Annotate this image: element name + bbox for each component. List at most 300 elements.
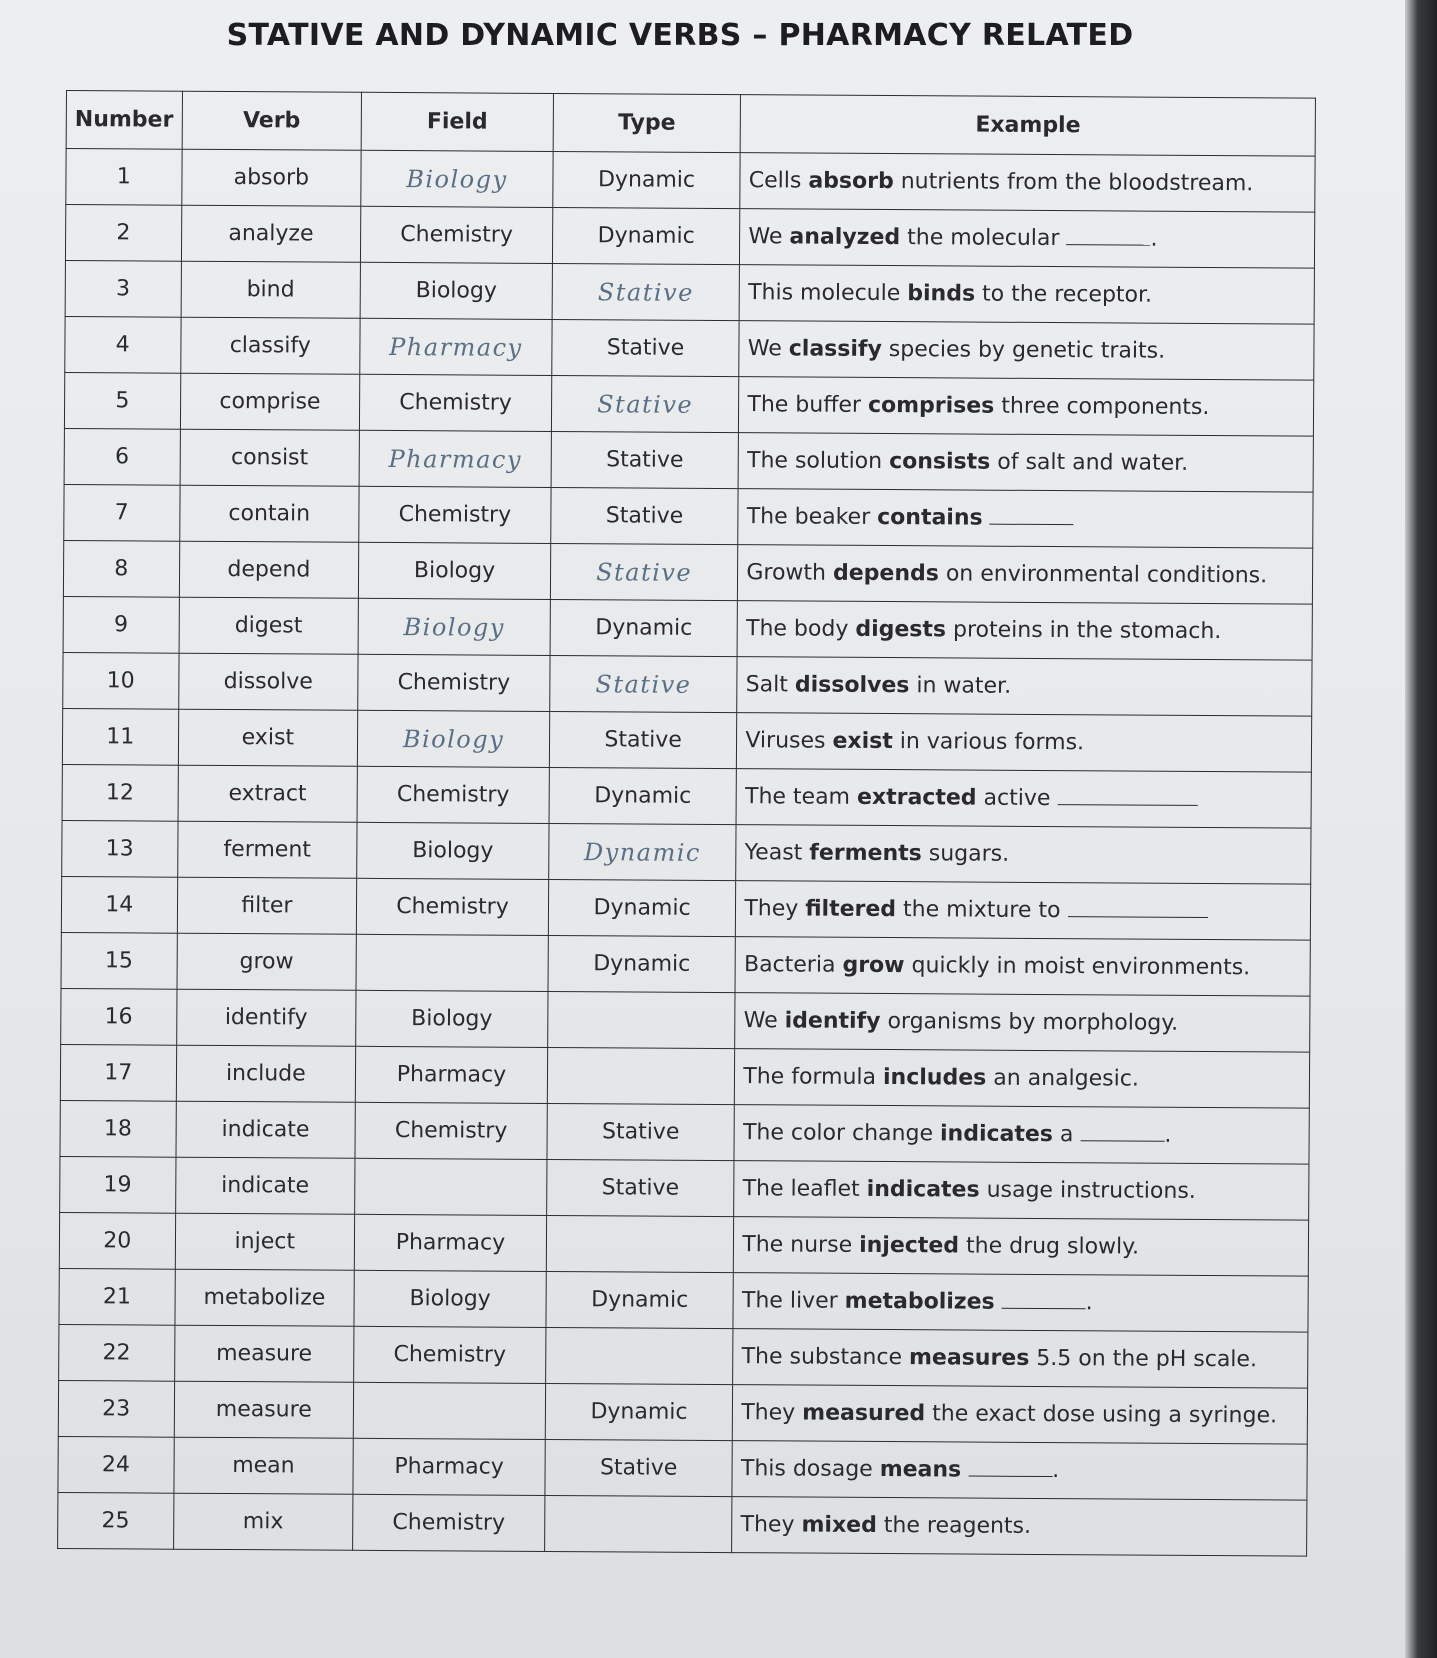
- verb-cell-text: contain: [228, 501, 311, 527]
- type-cell: [552, 263, 740, 320]
- example-verb: identify: [784, 1007, 881, 1034]
- type-cell: [548, 879, 736, 936]
- verb-cell: [178, 709, 358, 766]
- verb-cell: [178, 653, 358, 710]
- type-cell: [546, 1271, 734, 1328]
- example-text: The color change: [742, 1119, 941, 1146]
- example-text: The nurse: [742, 1231, 860, 1258]
- field-cell-text: Chemistry: [393, 1342, 507, 1368]
- example-cell: [738, 489, 1313, 549]
- row-number: [63, 540, 179, 597]
- verb-cell-text: absorb: [233, 165, 310, 191]
- example-verb: dissolves: [794, 671, 910, 698]
- example-text: nutrients from the bloodstream.: [893, 168, 1254, 196]
- field-cell-text: Chemistry: [399, 390, 512, 416]
- verb-cell: [173, 1437, 353, 1494]
- example-text: We: [743, 1007, 785, 1033]
- table-row: [59, 1268, 1308, 1332]
- example-verb: indicates: [866, 1176, 980, 1203]
- verb-cell: [173, 1493, 353, 1550]
- type-cell: [547, 1047, 735, 1104]
- example-text: The beaker: [746, 503, 878, 530]
- field-cell: [355, 1046, 547, 1103]
- type-cell-text: Stative: [597, 389, 694, 419]
- field-cell-text: Chemistry: [396, 894, 509, 920]
- header-field: Field: [361, 92, 553, 151]
- row-number-text: 6: [114, 444, 130, 470]
- type-cell: [551, 375, 739, 432]
- example-text: We: [747, 335, 789, 361]
- verb-cell: [179, 597, 359, 654]
- example-cell: [736, 825, 1311, 885]
- row-number-text: 20: [103, 1228, 132, 1254]
- field-cell-text: Chemistry: [398, 502, 512, 528]
- example-text: the drug slowly.: [958, 1232, 1140, 1260]
- type-cell-text: Dynamic: [594, 783, 692, 809]
- fill-in-blank: [1067, 898, 1207, 918]
- type-cell-text: Stative: [601, 1175, 680, 1201]
- type-cell: [544, 1495, 732, 1552]
- field-cell: [353, 1494, 545, 1551]
- field-cell-text: Chemistry: [397, 670, 511, 696]
- example-cell: [736, 769, 1311, 829]
- example-text: the exact dose using a syringe.: [925, 1400, 1278, 1428]
- type-cell: [546, 1215, 734, 1272]
- verb-cell: [176, 989, 356, 1046]
- example-text: The body: [745, 615, 856, 642]
- verb-cell: [174, 1325, 354, 1382]
- field-cell-text: Biology: [413, 558, 496, 584]
- field-cell: [354, 1214, 546, 1271]
- verb-cell: [177, 821, 357, 878]
- verb-cell: [178, 765, 358, 822]
- verb-cell-text: mix: [242, 1509, 284, 1535]
- table-row: [65, 260, 1314, 324]
- example-verb: ferments: [809, 840, 922, 866]
- example-cell: [734, 1161, 1309, 1221]
- row-number-text: 23: [102, 1396, 131, 1422]
- row-number: [65, 205, 181, 262]
- example-verb: means: [879, 1456, 962, 1482]
- row-number-text: 18: [103, 1116, 132, 1142]
- type-cell-text: Dynamic: [597, 223, 695, 249]
- row-number-text: 21: [102, 1284, 131, 1310]
- example-cell: [736, 881, 1311, 941]
- verb-cell-text: include: [225, 1060, 306, 1087]
- example-verb: indicates: [939, 1120, 1054, 1147]
- field-cell-text: Biology: [403, 612, 505, 642]
- example-text: Yeast: [744, 839, 810, 866]
- field-cell-text: Pharmacy: [396, 1062, 507, 1088]
- field-cell-text: Biology: [412, 838, 494, 864]
- field-cell: [354, 1326, 546, 1383]
- verb-cell: [176, 1045, 356, 1102]
- type-cell-text: Stative: [599, 1455, 678, 1481]
- verb-cell-text: exist: [241, 725, 295, 751]
- example-cell: [734, 1105, 1309, 1165]
- field-cell-text: Pharmacy: [395, 1230, 506, 1256]
- example-cell: [732, 1497, 1307, 1557]
- row-number-text: 17: [104, 1060, 133, 1086]
- example-cell: [739, 321, 1314, 381]
- row-number: [64, 372, 180, 429]
- table-row: [63, 652, 1312, 716]
- type-cell: [551, 431, 739, 488]
- field-cell-text: Biology: [409, 1286, 491, 1312]
- example-text: 5.5 on the pH scale.: [1029, 1345, 1258, 1372]
- verb-cell: [180, 317, 360, 374]
- example-verb: measured: [802, 1400, 926, 1426]
- row-number: [66, 149, 182, 206]
- row-number: [59, 1212, 175, 1269]
- type-cell-text: Dynamic: [591, 1287, 689, 1313]
- type-cell-text: Dynamic: [583, 837, 701, 867]
- row-number: [59, 1324, 175, 1381]
- header-row: [66, 91, 1315, 157]
- example-verb: consists: [889, 448, 991, 475]
- verbs-table: [57, 90, 1316, 1557]
- table-row: [63, 540, 1312, 604]
- verb-cell: [180, 373, 360, 430]
- example-text: The substance: [741, 1343, 910, 1370]
- row-number: [60, 1156, 176, 1213]
- example-verb: filtered: [805, 896, 897, 922]
- example-cell: [737, 657, 1312, 717]
- row-number: [61, 932, 177, 989]
- example-text: [961, 1457, 968, 1482]
- example-text: on environmental conditions.: [938, 560, 1268, 588]
- example-text: in various forms.: [892, 728, 1085, 755]
- example-cell: [733, 1273, 1308, 1333]
- table-row: [65, 205, 1314, 269]
- example-text: Salt: [745, 671, 795, 697]
- example-cell: [737, 601, 1312, 661]
- type-cell-text: Stative: [596, 557, 693, 587]
- row-number: [62, 708, 178, 765]
- type-cell-text: Stative: [597, 277, 694, 307]
- type-cell: [550, 599, 738, 656]
- row-number-text: 16: [104, 1004, 133, 1030]
- table-row: [61, 932, 1310, 996]
- field-cell: [353, 1438, 545, 1495]
- example-text: Viruses: [745, 727, 833, 754]
- header-type: Type: [553, 93, 741, 152]
- example-text: sugars.: [921, 840, 1010, 867]
- field-cell: [355, 1102, 547, 1159]
- type-cell-text: Stative: [605, 503, 684, 529]
- type-cell: [549, 767, 737, 824]
- row-number: [61, 876, 177, 933]
- type-cell: [547, 991, 735, 1048]
- field-cell: [359, 430, 551, 487]
- table-body: [58, 149, 1316, 1557]
- verb-cell: [177, 877, 357, 934]
- fill-in-blank: [968, 1457, 1052, 1477]
- verb-cell-text: digest: [234, 613, 303, 639]
- verb-cell-text: inject: [234, 1229, 296, 1255]
- verb-cell-text: classify: [229, 333, 311, 359]
- type-cell-text: Stative: [595, 669, 692, 699]
- verb-cell-text: depend: [227, 556, 311, 583]
- example-verb: extracted: [856, 784, 977, 811]
- background-edge: [1405, 0, 1437, 1658]
- row-number: [64, 428, 180, 485]
- example-text: species by genetic traits.: [881, 336, 1166, 364]
- table-row: [64, 428, 1313, 492]
- verb-cell: [175, 1157, 355, 1214]
- example-text: quickly in moist environments.: [904, 952, 1251, 980]
- row-number-text: 7: [114, 500, 129, 526]
- row-number: [65, 260, 181, 317]
- example-end: .: [1164, 1122, 1172, 1148]
- row-number-text: 3: [115, 276, 131, 302]
- type-cell: [550, 655, 738, 712]
- row-number-text: 10: [106, 668, 135, 694]
- example-text: of salt and water.: [990, 449, 1189, 476]
- example-cell: [737, 713, 1312, 773]
- example-text: We: [748, 223, 790, 249]
- verb-cell-text: consist: [230, 445, 309, 471]
- verb-cell-text: dissolve: [223, 668, 313, 695]
- table-row: [60, 1156, 1309, 1220]
- type-cell: [550, 543, 738, 600]
- table-row: [63, 596, 1312, 660]
- field-cell-text: Pharmacy: [388, 444, 523, 474]
- type-cell-text: Stative: [606, 447, 684, 473]
- table-row: [62, 820, 1311, 884]
- table-row: [58, 1436, 1307, 1500]
- row-number-text: 12: [105, 780, 135, 806]
- example-end: .: [1052, 1457, 1060, 1483]
- example-text: They: [744, 895, 806, 922]
- example-text: [995, 1289, 1002, 1314]
- row-number: [58, 1492, 174, 1549]
- header-verb: Verb: [182, 91, 362, 150]
- example-verb: digests: [855, 616, 947, 642]
- field-cell: [361, 150, 553, 207]
- table-row: [65, 316, 1314, 380]
- field-cell-text: Biology: [411, 1006, 493, 1032]
- field-cell-text: Biology: [415, 278, 497, 304]
- field-cell-text: Pharmacy: [394, 1454, 504, 1480]
- field-cell: [361, 206, 553, 263]
- example-text: The team: [744, 783, 858, 810]
- example-text: This dosage: [740, 1455, 880, 1482]
- verb-cell: [179, 485, 359, 542]
- row-number: [63, 652, 179, 709]
- example-text: The leaflet: [742, 1175, 867, 1202]
- example-verb: comprises: [867, 392, 995, 419]
- row-number-text: 15: [104, 948, 134, 974]
- example-verb: absorb: [808, 168, 894, 194]
- fill-in-blank: [1057, 786, 1197, 806]
- example-verb: classify: [788, 335, 882, 362]
- type-cell: [553, 151, 741, 208]
- table-row: [62, 764, 1311, 828]
- verb-cell: [176, 1101, 356, 1158]
- field-cell: [359, 542, 551, 599]
- fill-in-blank: [1080, 1122, 1164, 1142]
- row-number-text: 1: [116, 164, 131, 190]
- table-row: [59, 1212, 1308, 1276]
- table-row: [61, 876, 1310, 940]
- field-cell-text: Chemistry: [400, 222, 513, 248]
- type-cell-text: Stative: [606, 335, 685, 361]
- example-end: .: [1085, 1289, 1093, 1315]
- example-text: The buffer: [747, 391, 869, 418]
- verb-cell-text: indicate: [221, 1172, 310, 1199]
- field-cell: [360, 318, 552, 375]
- type-cell: [545, 1327, 733, 1384]
- table-row: [58, 1380, 1307, 1444]
- row-number-text: 8: [114, 556, 129, 582]
- example-cell: [733, 1385, 1308, 1445]
- fill-in-blank: [1002, 1289, 1086, 1309]
- example-verb: includes: [882, 1064, 987, 1091]
- row-number-text: 9: [113, 612, 129, 638]
- example-cell: [738, 545, 1313, 605]
- example-text: in water.: [909, 672, 1012, 699]
- example-verb: measures: [908, 1344, 1030, 1371]
- table-row: [60, 1100, 1309, 1164]
- type-cell: [551, 487, 739, 544]
- verb-cell-text: measure: [216, 1340, 313, 1367]
- example-text: Growth: [746, 559, 834, 586]
- type-cell: [552, 319, 740, 376]
- type-cell-text: Dynamic: [593, 951, 691, 977]
- field-cell: [357, 766, 549, 823]
- example-cell: [739, 265, 1314, 325]
- field-cell: [353, 1382, 545, 1439]
- example-cell: [740, 209, 1315, 269]
- example-text: The solution: [747, 447, 890, 474]
- field-cell: [356, 990, 548, 1047]
- type-cell-text: Dynamic: [597, 167, 696, 193]
- table-row: [59, 1324, 1308, 1388]
- verb-cell: [181, 205, 361, 262]
- type-cell: [546, 1159, 734, 1216]
- example-text: three components.: [994, 393, 1210, 420]
- example-cell: [734, 1217, 1309, 1277]
- field-cell: [360, 262, 552, 319]
- example-text: the molecular: [900, 224, 1067, 251]
- example-text: to the receptor.: [975, 281, 1153, 308]
- example-text: a: [1052, 1121, 1081, 1147]
- type-cell-text: Dynamic: [593, 895, 691, 921]
- example-text: active: [976, 785, 1058, 811]
- type-cell: [548, 823, 736, 880]
- type-cell-text: Stative: [604, 727, 682, 753]
- row-number-text: 24: [101, 1452, 130, 1478]
- table-row: [64, 484, 1313, 548]
- verb-cell-text: filter: [241, 893, 293, 919]
- example-text: proteins in the stomach.: [945, 616, 1222, 644]
- example-text: usage instructions.: [979, 1177, 1196, 1204]
- type-cell-text: Stative: [601, 1119, 680, 1145]
- example-text: They: [741, 1399, 803, 1426]
- example-cell: [740, 153, 1315, 213]
- example-cell: [735, 937, 1310, 997]
- field-cell: [356, 934, 548, 991]
- verb-cell: [180, 429, 360, 486]
- field-cell: [355, 1158, 547, 1215]
- fill-in-blank: [990, 505, 1074, 525]
- example-verb: binds: [907, 280, 976, 307]
- verb-cell-text: comprise: [219, 388, 321, 415]
- field-cell-text: Chemistry: [392, 1510, 506, 1536]
- row-number-text: 13: [105, 836, 134, 862]
- example-text: the reagents.: [876, 1512, 1032, 1539]
- verb-cell: [181, 261, 361, 318]
- example-text: the mixture to: [896, 896, 1068, 923]
- row-number-text: 2: [116, 220, 131, 246]
- table-row: [64, 372, 1313, 436]
- verb-cell-text: identify: [224, 1004, 308, 1031]
- example-verb: depends: [832, 560, 939, 586]
- example-verb: exist: [832, 728, 893, 754]
- header-example: Example: [740, 95, 1315, 157]
- field-cell-text: Pharmacy: [389, 332, 523, 362]
- type-cell-text: Dynamic: [590, 1399, 688, 1425]
- example-end: .: [1150, 226, 1158, 252]
- verb-cell-text: mean: [232, 1453, 295, 1479]
- example-text: They: [740, 1511, 802, 1538]
- example-verb: mixed: [801, 1512, 877, 1538]
- field-cell-text: Biology: [402, 724, 505, 754]
- row-number: [59, 1268, 175, 1325]
- page-title: STATIVE AND DYNAMIC VERBS – PHARMACY RELATED: [226, 18, 1134, 53]
- example-cell: [738, 433, 1313, 493]
- row-number: [63, 596, 179, 653]
- example-verb: contains: [877, 504, 983, 531]
- example-verb: injected: [859, 1232, 960, 1258]
- table-row: [66, 149, 1315, 213]
- table-row: [58, 1492, 1307, 1556]
- type-cell: [545, 1383, 733, 1440]
- verb-cell-text: ferment: [223, 836, 312, 863]
- field-cell: [358, 598, 550, 655]
- type-cell: [549, 711, 737, 768]
- row-number-text: 19: [103, 1172, 132, 1198]
- row-number-text: 5: [115, 388, 130, 414]
- field-cell-text: Chemistry: [394, 1118, 508, 1144]
- verb-cell: [177, 933, 357, 990]
- field-cell: [359, 486, 551, 543]
- example-text: The formula: [743, 1063, 884, 1090]
- type-cell: [552, 207, 740, 264]
- row-number-text: 22: [102, 1340, 131, 1366]
- verb-cell-text: analyze: [228, 220, 314, 247]
- type-cell-text: Dynamic: [595, 615, 693, 641]
- row-number-text: 4: [115, 332, 130, 358]
- field-cell-text: Biology: [406, 164, 508, 194]
- row-number: [62, 820, 178, 877]
- fill-in-blank: [1066, 226, 1150, 246]
- row-number: [60, 1100, 176, 1157]
- example-cell: [735, 1049, 1310, 1109]
- table-row: [60, 1044, 1309, 1108]
- header-number: Number: [66, 91, 182, 150]
- example-text: an analgesic.: [986, 1065, 1139, 1092]
- verb-cell-text: bind: [246, 277, 295, 303]
- example-verb: analyzed: [789, 223, 901, 250]
- row-number-text: 25: [101, 1508, 130, 1534]
- example-text: Cells: [748, 167, 809, 194]
- type-cell: [548, 935, 736, 992]
- verb-cell-text: extract: [228, 781, 307, 807]
- field-cell: [358, 710, 550, 767]
- row-number-text: 14: [105, 892, 134, 918]
